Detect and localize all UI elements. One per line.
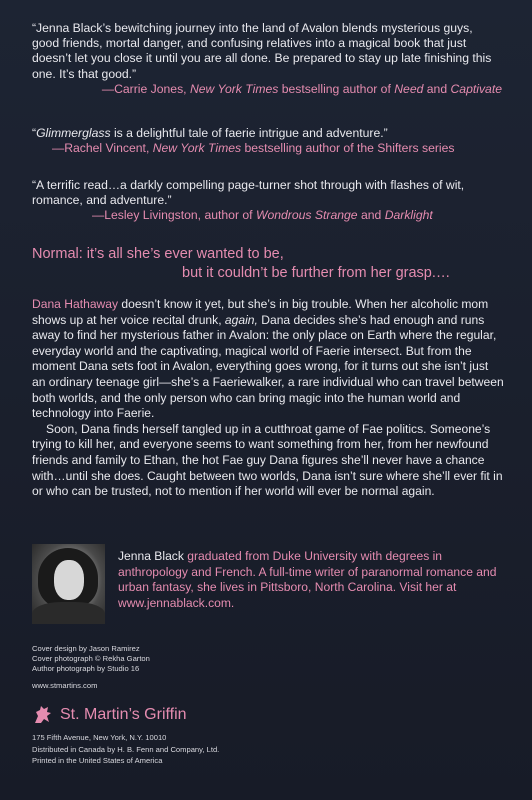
- author-photo: [32, 544, 105, 624]
- publisher-address: 175 Fifth Avenue, New York, N.Y. 10010: [32, 733, 167, 742]
- attr-publication: New York Times: [189, 81, 279, 96]
- tagline-line-2: but it couldn’t be further from her grasp.…: [182, 265, 451, 281]
- synopsis-paragraph-2: Soon, Dana finds herself tangled up in a cutthroat game of Fae politics. Someone’s trying to kill her, and everyone seems to want something from her, from her newfound friends and family to Ethan, the hot Fae guy Dana figures she’ll never have a chance with…until she does. Caught between two worlds, Dana isn’t sure where she’ll ever fit in or who can be trusted, not to mention if her world will ever be normal again.: [32, 421, 503, 499]
- publisher-distribution: Distributed in Canada by H. B. Fenn and Company, Ltd.: [32, 744, 220, 754]
- attr-role: bestselling author of the Shifters series: [244, 141, 455, 156]
- attr-and: and: [360, 208, 382, 223]
- author-name: Jenna Black: [118, 549, 184, 563]
- author-bio-text: graduated from Duke University with degrees in anthropology and French. A full-time writer of paranormal romance and urban fantasy, she lives in Pittsboro, North Carolina. Visit her at www.jennablack.com.: [118, 549, 497, 610]
- author-bio: [118, 549, 502, 611]
- blurb-attribution: [32, 141, 502, 156]
- publisher-website: www.stmartins.com: [32, 681, 98, 690]
- attr-role: bestselling author of: [281, 81, 391, 96]
- blurb-quote: “A terrific read…a darkly compelling page-turner shot through with flashes of wit, romance, and adventure.”: [32, 178, 465, 208]
- synopsis-emphasis: again,: [224, 312, 258, 327]
- blurb-attribution: [32, 208, 502, 223]
- tagline-line-1: Normal: it’s all she’s ever wanted to be,: [32, 246, 284, 262]
- quote-title: Glimmerglass: [36, 126, 111, 140]
- credit-line: Author photograph by Studio 16: [32, 664, 140, 673]
- attr-book: Darklight: [384, 208, 433, 223]
- blurb-carrie-jones: [32, 21, 502, 97]
- attr-name: —Carrie Jones,: [101, 81, 187, 96]
- attr-name: —Rachel Vincent,: [52, 141, 150, 156]
- credit-line: Cover photograph © Rekha Garton: [32, 654, 150, 663]
- credit-line: Cover design by Jason Ramirez: [32, 644, 140, 653]
- tagline: [32, 245, 502, 283]
- synopsis-text: doesn’t know it yet, but she’s in big trouble. When her alcoholic mom shows up at her voice recital drunk,: [32, 297, 489, 327]
- quote-text: is a delightful tale of faerie intrigue and adventure.”: [110, 126, 388, 140]
- protagonist-name: Dana Hathaway: [32, 297, 119, 311]
- blurb-lesley-livingston: [32, 178, 502, 223]
- publisher-printed: Printed in the United States of America: [32, 756, 163, 766]
- publisher-logo: [32, 704, 187, 726]
- attr-book: Need: [394, 81, 424, 96]
- credits: [32, 644, 150, 674]
- attr-and: and: [426, 81, 448, 96]
- attr-book: Captivate: [450, 81, 502, 96]
- attr-name: —Lesley Livingston, author of: [92, 208, 253, 223]
- synopsis: [32, 297, 504, 500]
- publisher-name: St. Martin’s Griffin: [60, 706, 187, 723]
- publisher-info: [32, 732, 219, 767]
- attr-book: Wondrous Strange: [255, 208, 358, 223]
- blurb-rachel-vincent: [32, 126, 502, 156]
- synopsis-paragraph-1: [32, 297, 504, 422]
- blurb-quote: “Jenna Black’s bewitching journey into the land of Avalon blends mysterious guys, good friends, mortal danger, and confusing relatives into a magical book that just doesn’t let you close it until you are all done. Be prepared to stay up late finishing this one. It’s that good.”: [32, 21, 492, 81]
- blurb-quote: [32, 126, 502, 141]
- synopsis-text: Dana decides she’s had enough and runs away to find her mysterious father in Avalon: the only place on Earth where the regular, everyday world and the captivating, magical world of Faerie intersect. But from the moment Dana sets foot in Avalon, everything goes wrong, for it turns out she isn’t just an ordinary teenage girl—she’s a Faeriewalker, a rare individual who can travel between both worlds, and the only person who can bring magic into the human world and technology into Faerie.: [32, 312, 504, 421]
- quote-open: “: [32, 126, 37, 140]
- blurb-attribution: [32, 82, 502, 97]
- griffin-icon: [32, 704, 54, 726]
- attr-publication: New York Times: [152, 141, 242, 156]
